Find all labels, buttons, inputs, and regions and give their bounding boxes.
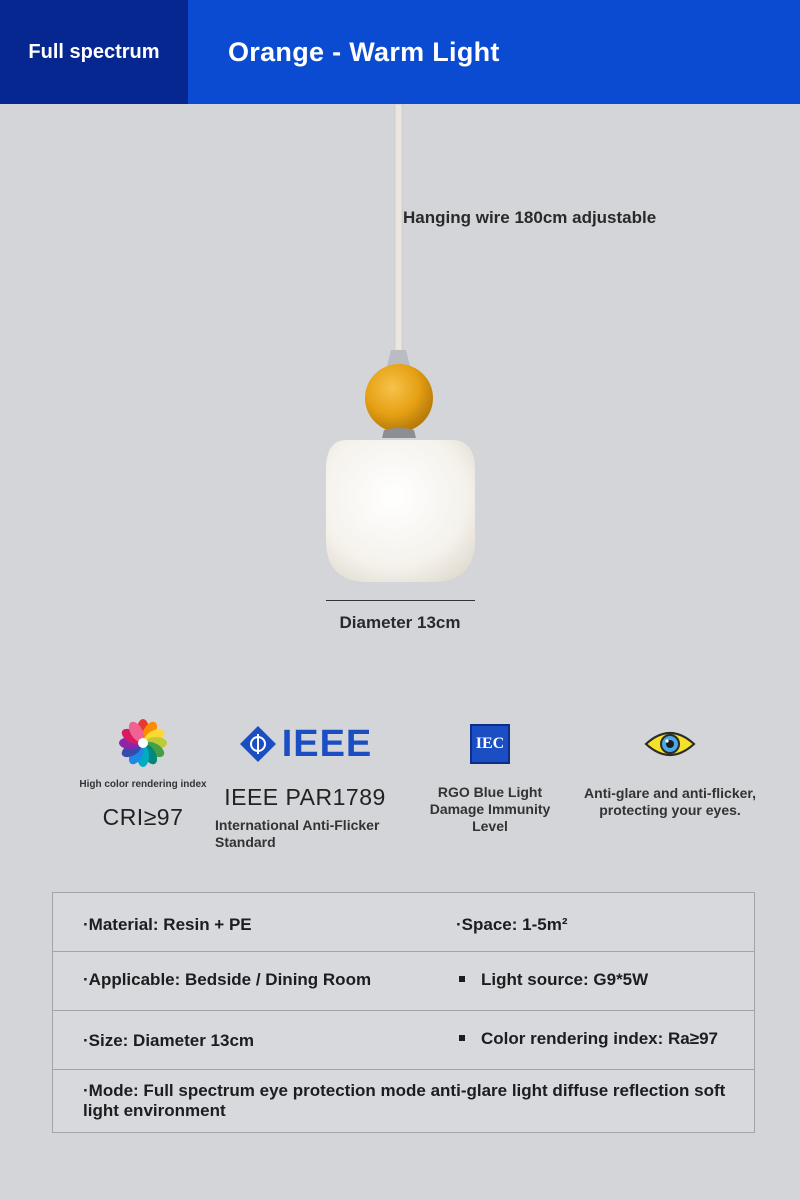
cri-caption: High color rendering index <box>79 779 207 790</box>
cri-value: CRI≥97 <box>102 804 184 830</box>
ieee-logo-text: IEEE <box>281 723 373 765</box>
feature-iec <box>415 724 565 835</box>
spec-space: ·Space: 1-5m² <box>456 915 568 934</box>
header-bar <box>0 0 800 104</box>
header-title: Orange - Warm Light <box>188 0 800 104</box>
spec-cri-cell <box>459 1029 718 1049</box>
wire-length-label: Hanging wire 180cm adjustable <box>403 208 657 227</box>
spec-row <box>53 1070 754 1132</box>
feature-eye-protection <box>570 724 770 819</box>
shade-collar <box>382 428 416 438</box>
ieee-description: International Anti-Flicker Standard <box>215 817 380 850</box>
spec-applicable: ·Applicable: Bedside / Dining Room <box>83 970 372 989</box>
spec-table <box>52 892 755 1133</box>
feature-cri <box>68 718 218 831</box>
ieee-diamond-icon <box>238 724 278 764</box>
header-tab-full-spectrum: Full spectrum <box>0 0 188 104</box>
color-wheel-icon <box>118 718 168 768</box>
diameter-line <box>326 600 475 601</box>
spec-cri: Color rendering index: Ra≥97 <box>481 1029 718 1048</box>
bullet-icon <box>459 1035 465 1041</box>
ieee-standard: IEEE PAR1789 <box>224 784 386 810</box>
glass-shade <box>326 440 475 582</box>
bullet-icon <box>459 976 465 982</box>
spec-light-source-cell <box>459 970 648 990</box>
diameter-label: Diameter 13cm <box>339 613 461 632</box>
spec-row <box>53 893 754 952</box>
spec-row <box>53 952 754 1011</box>
spec-size: ·Size: Diameter 13cm <box>83 1031 255 1050</box>
spec-light-source: Light source: G9*5W <box>481 970 649 989</box>
pendant-lamp-image <box>0 104 800 604</box>
iec-logo-icon: IEC <box>470 724 510 764</box>
eye-icon <box>643 724 697 764</box>
spec-material: ·Material: Resin + PE <box>83 915 252 934</box>
feature-ieee <box>215 724 395 851</box>
spec-mode: ·Mode: Full spectrum eye protection mode anti-glare light diffuse reflection soft light environment <box>83 1081 726 1120</box>
iec-description: RGO Blue Light Damage Immunity Level <box>429 784 551 834</box>
orange-ball <box>365 364 433 432</box>
spec-row <box>53 1011 754 1070</box>
wire-cap <box>387 350 410 366</box>
ieee-logo-icon <box>215 724 395 764</box>
hanging-wire <box>395 104 402 354</box>
eye-description: Anti-glare and anti-flicker, protecting your eyes. <box>584 785 756 818</box>
